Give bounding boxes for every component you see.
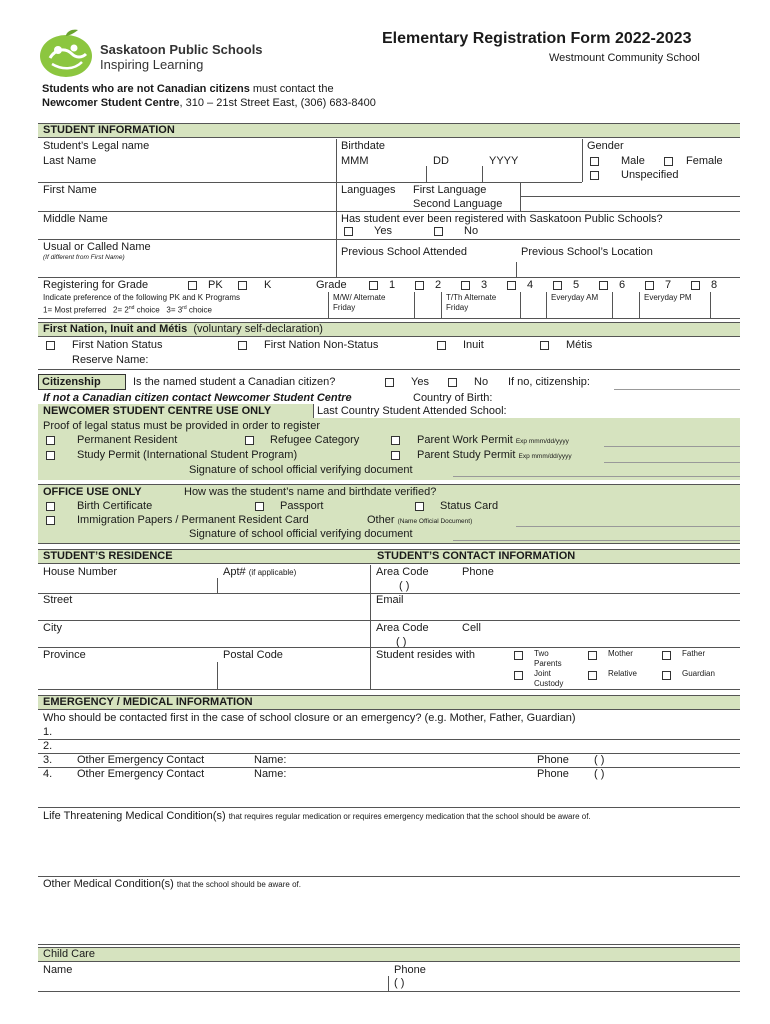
cell-field[interactable] — [370, 647, 740, 648]
office-question: How was the student’s name and birthdate verified? — [184, 486, 437, 498]
program-am: Everyday AM — [551, 293, 599, 302]
other-medical-text: Other Medical Condition(s) — [43, 878, 174, 890]
apt-text: Apt# — [223, 566, 246, 578]
pk-checkbox[interactable] — [188, 281, 197, 290]
emergency-1: 1. — [43, 726, 53, 738]
joint-custody-checkbox[interactable] — [514, 671, 523, 680]
area-code-cell-label: Area Code — [376, 622, 429, 634]
birth-cert-checkbox[interactable] — [46, 502, 55, 511]
grade-1-label: 1 — [389, 279, 396, 291]
life-threat-note: that requires regular medication or requires emergency medication that the school should be aware of. — [228, 812, 591, 821]
mother-checkbox[interactable] — [588, 651, 597, 660]
parent-study-text: Parent Study Permit — [417, 449, 516, 461]
school-logo — [36, 28, 96, 78]
status-card-checkbox[interactable] — [415, 502, 424, 511]
birth-divider — [482, 166, 483, 182]
second-language-field[interactable] — [336, 211, 740, 212]
phone-4-paren[interactable]: ( ) — [594, 768, 605, 780]
first-name-label: First Name — [43, 184, 97, 196]
parent-study-exp-field[interactable] — [604, 462, 740, 463]
immigration-label: Immigration Papers / Permanent Resident Card — [77, 514, 309, 526]
cell-paren[interactable]: ( ) — [396, 636, 407, 648]
house-number-label: House Number — [43, 566, 117, 578]
permanent-checkbox[interactable] — [46, 436, 55, 445]
parent-work-exp: Exp mmm/dd/yyyy — [515, 438, 569, 445]
newcomer-notice-line2 — [42, 97, 376, 109]
father-label: Father — [682, 649, 706, 658]
phone-3-paren[interactable]: ( ) — [594, 754, 605, 766]
parent-study-checkbox[interactable] — [391, 451, 400, 460]
father-checkbox[interactable] — [662, 651, 671, 660]
phone-4: Phone — [537, 768, 569, 780]
other-medical-field[interactable] — [38, 944, 740, 945]
other-contact-4: Other Emergency Contact — [77, 768, 205, 780]
citizen-yes-label: Yes — [411, 376, 429, 388]
grade-4-label: 4 — [527, 279, 534, 291]
first-name-field[interactable] — [38, 211, 336, 212]
fn-non-status-label: First Nation Non-Status — [264, 339, 379, 351]
birth-year-label[interactable]: YYYY — [489, 155, 519, 167]
registered-underline — [336, 239, 740, 240]
female-label: Female — [686, 155, 723, 167]
unspecified-label: Unspecified — [621, 169, 679, 181]
residence-bottom — [38, 689, 740, 690]
parent-work-exp-field[interactable] — [604, 446, 740, 447]
emergency-4: 4. — [43, 768, 53, 780]
grade-8-label: 8 — [711, 279, 718, 291]
residence-heading: STUDENT’S RESIDENCE — [43, 550, 173, 562]
grade-5-checkbox[interactable] — [553, 281, 562, 290]
inuit-label: Inuit — [463, 339, 484, 351]
birthdate-label: Birthdate — [341, 140, 386, 152]
childcare-phone-paren[interactable]: ( ) — [394, 977, 405, 989]
newcomer-signature-label: Signature of school official verifying document — [189, 464, 413, 476]
female-checkbox[interactable] — [664, 157, 673, 166]
birth-divider — [426, 166, 427, 182]
program-pm: Everyday PM — [644, 293, 692, 302]
male-label: Male — [621, 155, 645, 167]
house-field[interactable] — [38, 593, 370, 594]
reserve-label: Reserve Name: — [72, 354, 149, 366]
other-doc-note: (Name Official Document) — [397, 518, 473, 525]
first-language-label: First Language — [413, 184, 487, 196]
resides-label: Student resides with — [376, 649, 476, 661]
apple-logo-icon — [36, 28, 96, 78]
email-field[interactable] — [370, 620, 740, 621]
middle-name-field[interactable] — [38, 239, 336, 240]
pref-divider — [520, 292, 521, 318]
office-signature-field[interactable] — [453, 540, 740, 541]
apt-label — [223, 566, 296, 578]
phone-label: Phone — [462, 566, 494, 578]
last-country-label: Last Country Student Attended School: — [313, 404, 740, 418]
notice-bold-1: Students who are not Canadian citizens — [42, 83, 250, 95]
country-birth-label: Country of Birth: — [413, 392, 493, 404]
gender-divider — [582, 139, 583, 182]
other-doc-field[interactable] — [516, 526, 740, 527]
citizenship-label: Citizenship — [38, 374, 126, 390]
life-threat-text: Life Threatening Medical Condition(s) — [43, 810, 226, 822]
notice-rest-2: , 310 – 21st Street East, (306) 683-8400 — [179, 97, 376, 109]
first-nation-title: First Nation, Inuit and Métis — [43, 323, 188, 335]
grade-7-checkbox[interactable] — [645, 281, 654, 290]
city-label: City — [43, 622, 62, 634]
childcare-bar — [38, 947, 740, 962]
column-divider — [336, 139, 337, 277]
prev-divider — [516, 262, 517, 277]
guardian-checkbox[interactable] — [662, 671, 671, 680]
other-medical-label — [43, 878, 301, 890]
pref-divider — [441, 292, 442, 318]
contact-newcomer-note: If not a Canadian citizen contact Newcomer Student Centre — [43, 392, 352, 404]
citizenship-field[interactable] — [614, 389, 740, 390]
k-label: K — [264, 279, 272, 291]
first-language-field[interactable] — [520, 196, 740, 197]
prev-location-label: Previous School’s Location — [521, 246, 653, 258]
grade-1-checkbox[interactable] — [369, 281, 378, 290]
registered-yes-checkbox[interactable] — [344, 227, 353, 236]
passport-checkbox[interactable] — [255, 502, 264, 511]
org-tagline: Inspiring Learning — [100, 57, 204, 72]
org-name: Saskatoon Public Schools — [100, 42, 263, 57]
grade-7-label: 7 — [665, 279, 672, 291]
pref-note-1: Indicate preference of the following PK and K Programs — [43, 293, 240, 302]
name-4: Name: — [254, 768, 287, 780]
citizenship-question: Is the named student a Canadian citizen? — [133, 376, 336, 388]
grade-3-label: 3 — [481, 279, 488, 291]
metis-checkbox[interactable] — [540, 341, 549, 350]
study-permit-label: Study Permit (International Student Program) — [77, 449, 298, 461]
citizen-no-checkbox[interactable] — [448, 378, 457, 387]
second-language-label: Second Language — [413, 198, 503, 210]
prev-school-label: Previous School Attended — [341, 246, 467, 258]
school-name: Westmount Community School — [549, 52, 700, 64]
grade-2-label: 2 — [435, 279, 442, 291]
k-checkbox[interactable] — [238, 281, 247, 290]
two-parents-checkbox[interactable] — [514, 651, 523, 660]
notice-bold-2: Newcomer Student Centre — [42, 97, 180, 109]
pref-divider — [710, 292, 711, 318]
languages-label: Languages — [341, 184, 396, 196]
emergency-heading: EMERGENCY / MEDICAL INFORMATION — [43, 696, 253, 708]
fn-status-checkbox[interactable] — [46, 341, 55, 350]
parent-work-checkbox[interactable] — [391, 436, 400, 445]
grade-bottom — [38, 318, 740, 319]
permanent-label: Permanent Resident — [77, 434, 178, 446]
name-3: Name: — [254, 754, 287, 766]
phone-3: Phone — [537, 754, 569, 766]
program-tt: T/Th Alternate Friday — [446, 293, 497, 312]
registered-question: Has student ever been registered with Saskatoon Public Schools? — [341, 213, 663, 225]
grade-8-checkbox[interactable] — [691, 281, 700, 290]
office-signature-label: Signature of school official verifying document — [189, 528, 413, 540]
fn-status-label: First Nation Status — [72, 339, 163, 351]
parent-study-exp: Exp mmm/dd/yyyy — [518, 453, 572, 460]
emergency-2: 2. — [43, 740, 53, 752]
registered-no-checkbox[interactable] — [434, 227, 443, 236]
relative-label: Relative — [608, 669, 637, 678]
parent-study-label — [417, 449, 572, 461]
parent-work-text: Parent Work Permit — [417, 434, 513, 446]
other-contact-3: Other Emergency Contact — [77, 754, 205, 766]
postal-label: Postal Code — [223, 649, 283, 661]
grade-2-checkbox[interactable] — [415, 281, 424, 290]
program-mw: M/W/ Alternate Friday — [333, 293, 386, 312]
refugee-label: Refugee Category — [270, 434, 360, 446]
pref-note-2: 1= Most preferred 2= 2nd choice 3= 3rd choice — [43, 305, 213, 315]
pref-divider — [612, 292, 613, 318]
newcomer-heading: NEWCOMER STUDENT CENTRE USE ONLY — [43, 405, 272, 417]
male-checkbox[interactable] — [590, 157, 599, 166]
metis-label: Métis — [566, 339, 593, 351]
last-name-field[interactable] — [38, 182, 336, 183]
student-info-heading: STUDENT INFORMATION — [43, 124, 175, 136]
guardian-label: Guardian — [682, 669, 715, 678]
refugee-checkbox[interactable] — [245, 436, 254, 445]
phone-paren[interactable]: ( ) — [399, 580, 410, 592]
newcomer-notice-line1 — [42, 83, 334, 95]
mother-label: Mother — [608, 649, 633, 658]
cell-label: Cell — [462, 622, 481, 634]
emergency-4-field[interactable] — [38, 807, 740, 808]
grade-label: Grade — [316, 279, 347, 291]
childcare-phone-label: Phone — [394, 964, 426, 976]
fn-bottom — [38, 369, 740, 370]
pref-divider — [639, 292, 640, 318]
notice-rest-1: must contact the — [249, 83, 334, 95]
city-field[interactable] — [38, 647, 370, 648]
legal-name-label: Student’s Legal name — [43, 140, 150, 152]
residence-divider — [370, 565, 371, 689]
usual-name-field[interactable] — [38, 277, 740, 278]
two-parents-label: Two Parents — [534, 649, 562, 668]
last-name-label: Last Name — [43, 155, 97, 167]
childcare-field[interactable] — [38, 991, 740, 992]
joint-custody-label: Joint Custody — [534, 669, 564, 688]
registered-no-label: No — [464, 225, 479, 237]
first-nation-note: (voluntary self-declaration) — [193, 323, 323, 335]
fn-non-status-checkbox[interactable] — [238, 341, 247, 350]
birth-cert-label: Birth Certificate — [77, 500, 153, 512]
immigration-checkbox[interactable] — [46, 516, 55, 525]
life-threat-field[interactable] — [38, 876, 740, 877]
registered-yes-label: Yes — [374, 225, 392, 237]
citizen-yes-checkbox[interactable] — [385, 378, 394, 387]
newcomer-signature-field[interactable] — [453, 476, 740, 477]
childcare-name-label: Name — [43, 964, 73, 976]
study-permit-checkbox[interactable] — [46, 451, 55, 460]
usual-name-note: (If different from First Name) — [43, 254, 125, 261]
unspecified-checkbox[interactable] — [590, 171, 599, 180]
registering-label: Registering for Grade — [43, 279, 149, 291]
pref-divider — [328, 292, 329, 318]
emergency-question: Who should be contacted first in the case of school closure or an emergency? (e.g. Mother, Father, Guardian) — [43, 712, 576, 724]
grade-4-checkbox[interactable] — [507, 281, 516, 290]
pref-divider — [414, 292, 415, 318]
status-card-label: Status Card — [440, 500, 499, 512]
first-nation-heading — [43, 323, 323, 335]
street-label: Street — [43, 594, 73, 606]
birth-month-label[interactable]: MMM — [341, 155, 369, 167]
pref-divider — [546, 292, 547, 318]
apt-divider — [217, 578, 218, 593]
middle-name-label: Middle Name — [43, 213, 108, 225]
childcare-heading: Child Care — [43, 948, 95, 960]
usual-name-label: Usual or Called Name — [43, 241, 151, 253]
emergency-1-field[interactable] — [38, 739, 740, 740]
parent-work-label — [417, 434, 569, 446]
gender-label: Gender — [587, 140, 624, 152]
grade-6-label: 6 — [619, 279, 626, 291]
childcare-divider — [388, 976, 389, 991]
contact-heading: STUDENT’S CONTACT INFORMATION — [377, 550, 576, 562]
pk-label: PK — [208, 279, 223, 291]
life-threat-label — [43, 810, 591, 822]
emergency-3: 3. — [43, 754, 53, 766]
office-heading: OFFICE USE ONLY — [43, 486, 142, 498]
inuit-checkbox[interactable] — [437, 341, 446, 350]
if-no-citizenship-label: If no, citizenship: — [508, 376, 590, 388]
citizen-no-label: No — [474, 376, 489, 388]
area-code-label: Area Code — [376, 566, 429, 578]
grade-5-label: 5 — [573, 279, 580, 291]
postal-divider — [217, 662, 218, 689]
phone-field[interactable] — [370, 593, 740, 594]
other-medical-note: that the school should be aware of. — [176, 880, 301, 889]
other-doc-text: Other — [367, 514, 395, 526]
birth-day-label[interactable]: DD — [433, 155, 449, 167]
email-label: Email — [376, 594, 404, 606]
grade-6-checkbox[interactable] — [599, 281, 608, 290]
passport-label: Passport — [280, 500, 324, 512]
grade-3-checkbox[interactable] — [461, 281, 470, 290]
other-doc-label — [367, 514, 472, 526]
proof-label: Proof of legal status must be provided in order to register — [43, 420, 320, 432]
street-field[interactable] — [38, 620, 370, 621]
relative-checkbox[interactable] — [588, 671, 597, 680]
form-title: Elementary Registration Form 2022-2023 — [382, 30, 692, 47]
apt-note: (if applicable) — [248, 568, 297, 577]
province-label: Province — [43, 649, 86, 661]
birthdate-field[interactable] — [336, 182, 582, 183]
